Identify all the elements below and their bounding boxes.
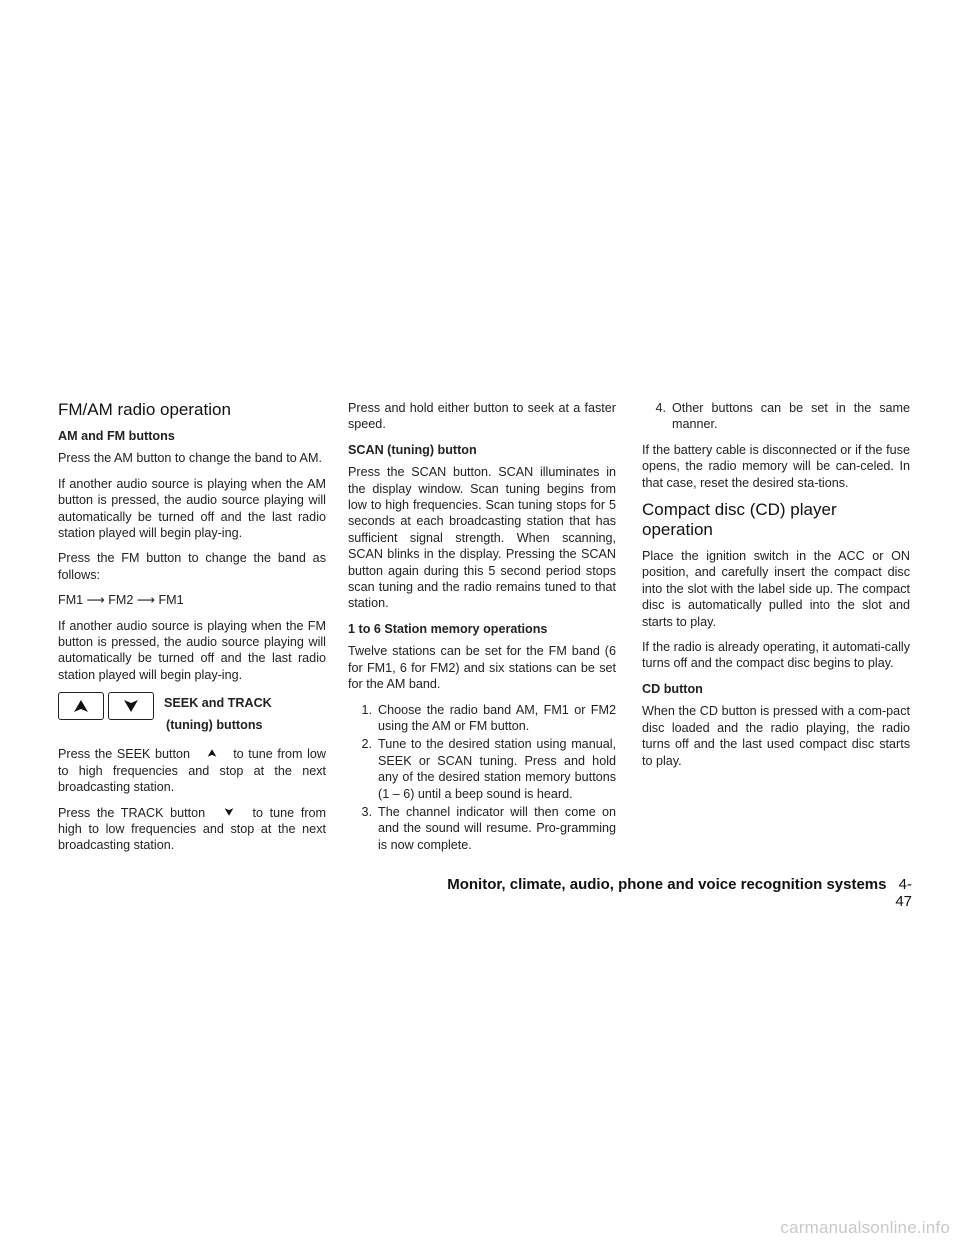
station-memory-heading: 1 to 6 Station memory operations xyxy=(348,621,548,636)
seek-up-arrow-icon xyxy=(58,692,104,720)
watermark: carmanualsonline.info xyxy=(780,1218,950,1237)
column-2 xyxy=(348,400,616,862)
am-fm-buttons-heading: AM and FM buttons xyxy=(58,429,175,443)
track-text-post: to tune from high to low frequencies and stop at the next broadcasting station. xyxy=(58,805,327,853)
memory-steps-list xyxy=(348,702,616,854)
step-number: 2. xyxy=(361,737,372,752)
seek-heading-line-1: SEEK and TRACK xyxy=(164,696,272,711)
fm-cycle-text: FM1 ⟶ FM2 ⟶ FM1 xyxy=(58,593,184,608)
paragraph: When the CD button is pressed with a com-pact disc loaded and the radio playing, the radio turns off and the last used compact disc starts to play. xyxy=(642,704,910,768)
paragraph: Press the FM button to change the band as follows: xyxy=(58,551,326,582)
paragraph: If the battery cable is disconnected or if the fuse opens, the radio memory will be can-celed. In that case, reset the desired sta-tions. xyxy=(642,442,910,490)
section-title-cd-player: Compact disc (CD) player operation xyxy=(642,500,837,540)
cd-button-heading: CD button xyxy=(642,681,703,696)
list-item xyxy=(348,804,616,853)
seek-up-arrow-icon xyxy=(195,746,229,762)
page-footer xyxy=(432,876,912,910)
step-text: The channel indicator will then come on and the sound will resume. Pro-gramming is now complete. xyxy=(378,804,616,852)
seek-text-pre: Press the SEEK button xyxy=(58,747,191,762)
track-paragraph xyxy=(58,805,326,854)
scan-button-heading: SCAN (tuning) button xyxy=(348,442,477,457)
column-1 xyxy=(58,400,326,863)
seek-paragraph xyxy=(58,746,326,795)
footer-section-title: Monitor, climate, audio, phone and voice recognition systems xyxy=(447,876,887,893)
seek-heading-line-2: (tuning) buttons xyxy=(166,718,263,733)
paragraph: Press the SCAN button. SCAN illuminates in the display window. Scan tuning begins from low to high frequencies. Scan tuning stops for 5 seconds at each broadcasting station that has sufficient signal strength. When scanning, SCAN blinks in the display. Pressing the SCAN button again during this 5 second period stops scan tuning and the radio remains tuned to that station. xyxy=(348,465,616,611)
seek-text-post: to tune from low to high frequencies and stop at the next broadcasting station. xyxy=(58,747,326,795)
list-item xyxy=(348,702,616,735)
step-text: Choose the radio band AM, FM1 or FM2 using the AM or FM button. xyxy=(378,702,616,733)
paragraph: If another audio source is playing when the AM button is pressed, the audio source playing will automatically be turned off and the last radio station played will begin play-ing. xyxy=(58,476,326,541)
step-number: 4. xyxy=(655,401,666,415)
step-text: Tune to the desired station using manual, SEEK or SCAN tuning. Press and hold any of the desired station memory buttons (1 – 6) until a beep sound is heard. xyxy=(378,737,616,801)
list-item xyxy=(642,400,910,433)
paragraph: If the radio is already operating, it automati-cally turns off and the compact disc begins to play. xyxy=(642,640,910,671)
seek-track-heading-block xyxy=(58,692,326,736)
section-title-fm-am: FM/AM radio operation xyxy=(58,400,231,419)
track-down-arrow-icon xyxy=(108,692,154,720)
paragraph: Twelve stations can be set for the FM band (6 for FM1, 6 for FM2) and six stations can be set for the AM band. xyxy=(348,644,616,692)
step-number: 1. xyxy=(361,702,372,717)
column-3 xyxy=(642,400,910,778)
page-number: 4-47 xyxy=(895,876,912,910)
track-text-pre: Press the TRACK button xyxy=(58,805,206,820)
paragraph: Press and hold either button to seek at a faster speed. xyxy=(348,401,616,432)
paragraph: If another audio source is playing when the FM button is pressed, the audio source playing will automatically be turned off and the last radio station played will begin play-ing. xyxy=(58,618,326,682)
memory-steps-list-continued xyxy=(642,400,910,433)
step-text: Other buttons can be set in the same manner. xyxy=(672,401,910,432)
paragraph: Place the ignition switch in the ACC or ON position, and carefully insert the compact disc into the slot with the label side up. The compact disc is automatically pulled into the slot and starts to play. xyxy=(642,549,910,629)
list-item xyxy=(348,736,616,802)
step-number: 3. xyxy=(361,804,372,819)
seek-track-heading xyxy=(164,692,272,736)
track-down-arrow-icon xyxy=(212,805,246,821)
paragraph: Press the AM button to change the band to AM. xyxy=(58,451,322,466)
